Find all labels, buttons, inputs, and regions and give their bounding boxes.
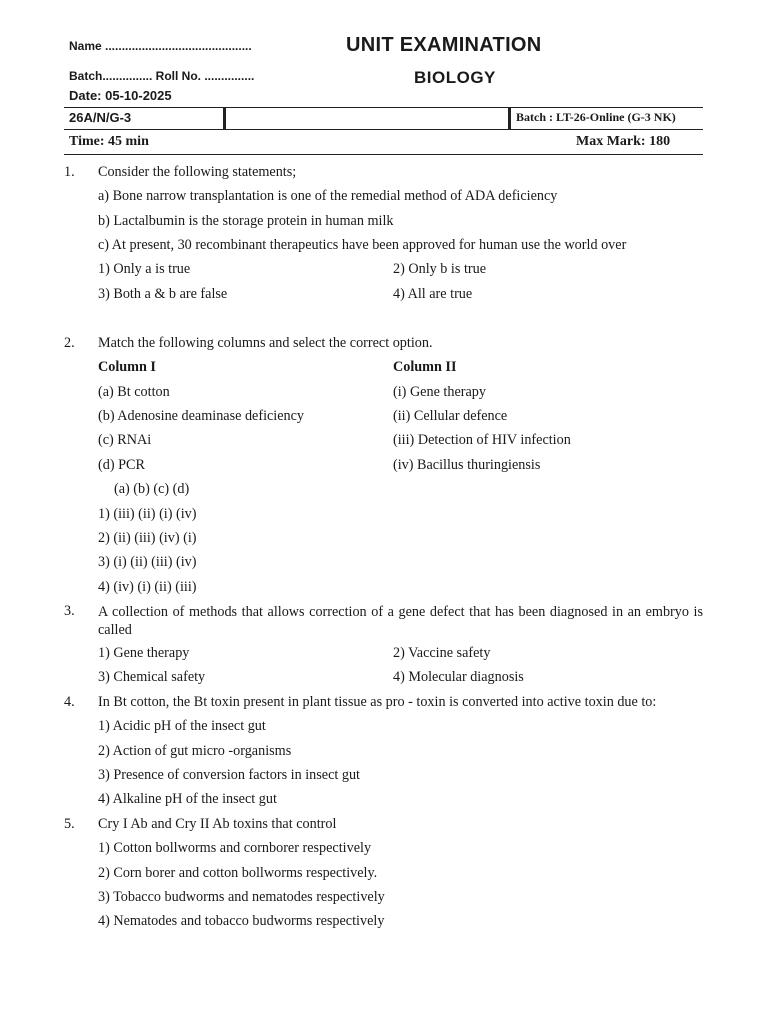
info-box: [64, 107, 703, 130]
question-number: 5.: [64, 816, 75, 832]
option: 3) (i) (ii) (iii) (iv): [98, 554, 197, 570]
statement: a) Bone narrow transplantation is one of the remedial method of ADA deficiency: [98, 188, 558, 204]
batch-info: Batch : LT-26-Online (G-3 NK): [516, 110, 676, 124]
option: 4) Nematodes and tobacco budworms respectively: [98, 913, 385, 929]
header-rule: [64, 154, 703, 155]
column-2-item: (i) Gene therapy: [393, 384, 486, 400]
option: 1) (iii) (ii) (i) (iv): [98, 506, 197, 522]
option: 2) Action of gut micro -organisms: [98, 743, 292, 759]
subject-title: BIOLOGY: [414, 68, 496, 87]
column-2-item: (iv) Bacillus thuringiensis: [393, 457, 541, 473]
question-stem: A collection of methods that allows correction of a gene defect that has been diagnosed in an embryo is called: [98, 604, 703, 638]
column-2-item: (iii) Detection of HIV infection: [393, 432, 571, 448]
exam-date: Date: 05-10-2025: [69, 88, 172, 103]
statement: b) Lactalbumin is the storage protein in human milk: [98, 213, 394, 229]
divider: [223, 107, 226, 130]
column-2-heading: Column II: [393, 359, 457, 375]
column-1-item: (d) PCR: [98, 457, 145, 473]
column-1-item: (c) RNAi: [98, 432, 152, 448]
option: 2) Vaccine safety: [393, 645, 491, 661]
question-number: 3.: [64, 603, 75, 619]
option: 2) Only b is true: [393, 261, 486, 277]
option: 4) All are true: [393, 286, 473, 302]
exam-code: 26A/N/G-3: [69, 110, 132, 125]
question-number: 2.: [64, 335, 75, 351]
max-mark: Max Mark: 180: [576, 134, 671, 149]
statement: c) At present, 30 recombinant therapeutics have been approved for human use the world over: [98, 237, 627, 253]
answer-key-header: (a) (b) (c) (d): [114, 481, 190, 497]
column-1-item: (a) Bt cotton: [98, 384, 170, 400]
option: 2) (ii) (iii) (iv) (i): [98, 530, 197, 546]
question-number: 1.: [64, 164, 75, 180]
option: 2) Corn borer and cotton bollworms respectively.: [98, 865, 378, 881]
batch-roll-line: Batch............... Roll No. ...............: [69, 69, 255, 83]
option: 3) Tobacco budworms and nematodes respectively: [98, 889, 385, 905]
column-1-item: (b) Adenosine deaminase deficiency: [98, 408, 305, 424]
question-stem: Match the following columns and select the correct option.: [98, 335, 433, 351]
option: 4) Molecular diagnosis: [393, 669, 524, 685]
option: 1) Acidic pH of the insect gut: [98, 718, 266, 734]
option: 3) Chemical safety: [98, 669, 206, 685]
question-stem: In Bt cotton, the Bt toxin present in plant tissue as pro - toxin is converted into active toxin due to:: [98, 694, 657, 710]
column-1-heading: Column I: [98, 359, 156, 375]
option: 3) Both a & b are false: [98, 286, 228, 302]
option: 3) Presence of conversion factors in insect gut: [98, 767, 360, 783]
column-2-item: (ii) Cellular defence: [393, 408, 508, 424]
option: 4) (iv) (i) (ii) (iii): [98, 579, 197, 595]
page-title: UNIT EXAMINATION: [346, 34, 542, 56]
name-line: Name ............................................: [69, 39, 252, 53]
option: 1) Gene therapy: [98, 645, 190, 661]
divider: [508, 107, 511, 130]
time-limit: Time: 45 min: [69, 134, 149, 149]
option: 4) Alkaline pH of the insect gut: [98, 791, 277, 807]
question-number: 4.: [64, 694, 75, 710]
question-stem: Consider the following statements;: [98, 164, 297, 180]
option: 1) Cotton bollworms and cornborer respectively: [98, 840, 372, 856]
option: 1) Only a is true: [98, 261, 191, 277]
question-stem: Cry I Ab and Cry II Ab toxins that control: [98, 816, 337, 832]
